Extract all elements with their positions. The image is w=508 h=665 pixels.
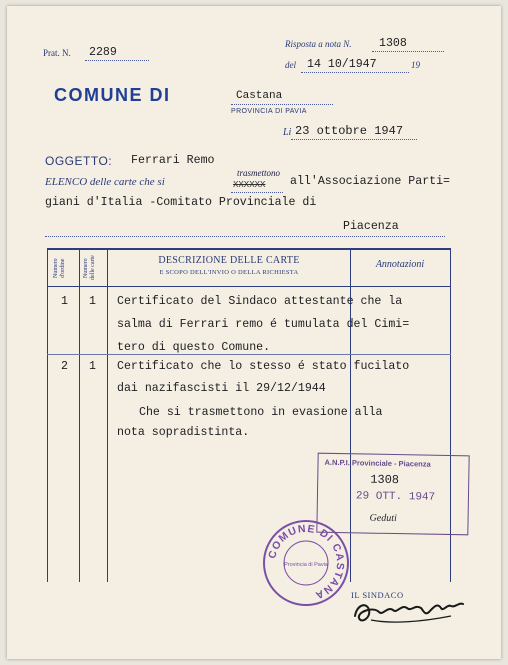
closing-line: nota sopradistinta. <box>117 426 250 439</box>
anpi-stamp-number: 1308 <box>370 472 400 488</box>
signature-label: IL SINDACO <box>351 590 404 600</box>
town-dotline <box>231 104 333 105</box>
col-descrizione-sub: E SCOPO DELL'INVIO O DELLA RICHIESTA <box>159 269 299 276</box>
verb-handwritten: trasmettono <box>237 168 281 178</box>
col-annotazioni: Annotazioni <box>375 259 425 270</box>
letter-date: 23 ottobre 1947 <box>295 124 404 138</box>
row-ordine: 2 <box>61 360 68 373</box>
round-stamp-outer: COMUNE DI CASTANA <box>266 522 347 602</box>
row-desc-line: tero di questo Comune. <box>117 341 271 354</box>
oggetto-value: Ferrari Remo <box>131 154 215 167</box>
comune-round-stamp <box>263 520 349 606</box>
row-desc-line: Certificato del Sindaco attestante che la <box>117 295 403 308</box>
table-left-border <box>47 248 48 582</box>
anpi-stamp-note: Geduti <box>369 512 397 525</box>
elenco-label: ELENCO delle carte che si <box>45 176 165 188</box>
recipient-dotline <box>45 236 445 237</box>
round-stamp-inner: Provincia di Pavia <box>284 562 328 568</box>
col-numero-carte: Numero delle carte <box>83 255 96 281</box>
recipient-line3: Piacenza <box>343 220 399 233</box>
anpi-stamp-date: 29 OTT. 1947 <box>355 490 436 504</box>
risposta-number: 1308 <box>379 37 407 50</box>
risposta-dotline <box>372 51 444 52</box>
closing-line: Che si trasmettono in evasione alla <box>139 406 383 419</box>
col-divider-1 <box>79 248 80 582</box>
verb-struck: XXXXXX <box>233 180 266 190</box>
provincia-label: PROVINCIA DI PAVIA <box>231 108 307 115</box>
round-stamp-art <box>265 522 347 604</box>
row-ordine: 1 <box>61 295 68 308</box>
risposta-label: Risposta a nota N. <box>285 39 352 49</box>
row-desc-line: dai nazifascisti il 29/12/1944 <box>117 382 326 395</box>
row-desc-line: Certificato che lo stesso é stato fucilato <box>117 360 410 373</box>
prat-number: 2289 <box>89 46 117 59</box>
verb-dotline <box>231 192 283 193</box>
row-carte: 1 <box>89 360 96 373</box>
col-descrizione-title: DESCRIZIONE DELLE CARTE <box>158 255 300 266</box>
comune-di-heading: COMUNE DI <box>54 85 171 105</box>
row-desc-line: salma di Ferrari remo é tumulata del Cimi= <box>117 318 410 331</box>
town-name: Castana <box>236 90 283 102</box>
recipient-line2: giani d'Italia -Comitato Provinciale di <box>45 196 317 209</box>
prat-label: Prat. N. <box>43 48 71 58</box>
row-carte: 1 <box>89 295 96 308</box>
anpi-stamp-title: A.N.P.I. Provinciale - Piacenza <box>324 457 431 469</box>
document-page <box>7 6 501 659</box>
year-suffix: 19 <box>411 60 420 70</box>
signature-scribble <box>351 594 469 630</box>
prat-dotline <box>85 60 149 61</box>
del-date: 14 10/1947 <box>307 58 377 71</box>
date-dotline <box>291 139 417 140</box>
col-divider-2 <box>107 248 108 582</box>
recipient-line1: all'Associazione Parti= <box>290 175 451 188</box>
li-label: Li <box>283 127 292 138</box>
del-dotline <box>301 72 409 73</box>
row-divider <box>47 354 451 355</box>
oggetto-label: OGGETTO: <box>45 154 113 168</box>
del-label: del <box>285 60 296 70</box>
col-numero-ordine: Numero d'ordine <box>53 258 66 278</box>
